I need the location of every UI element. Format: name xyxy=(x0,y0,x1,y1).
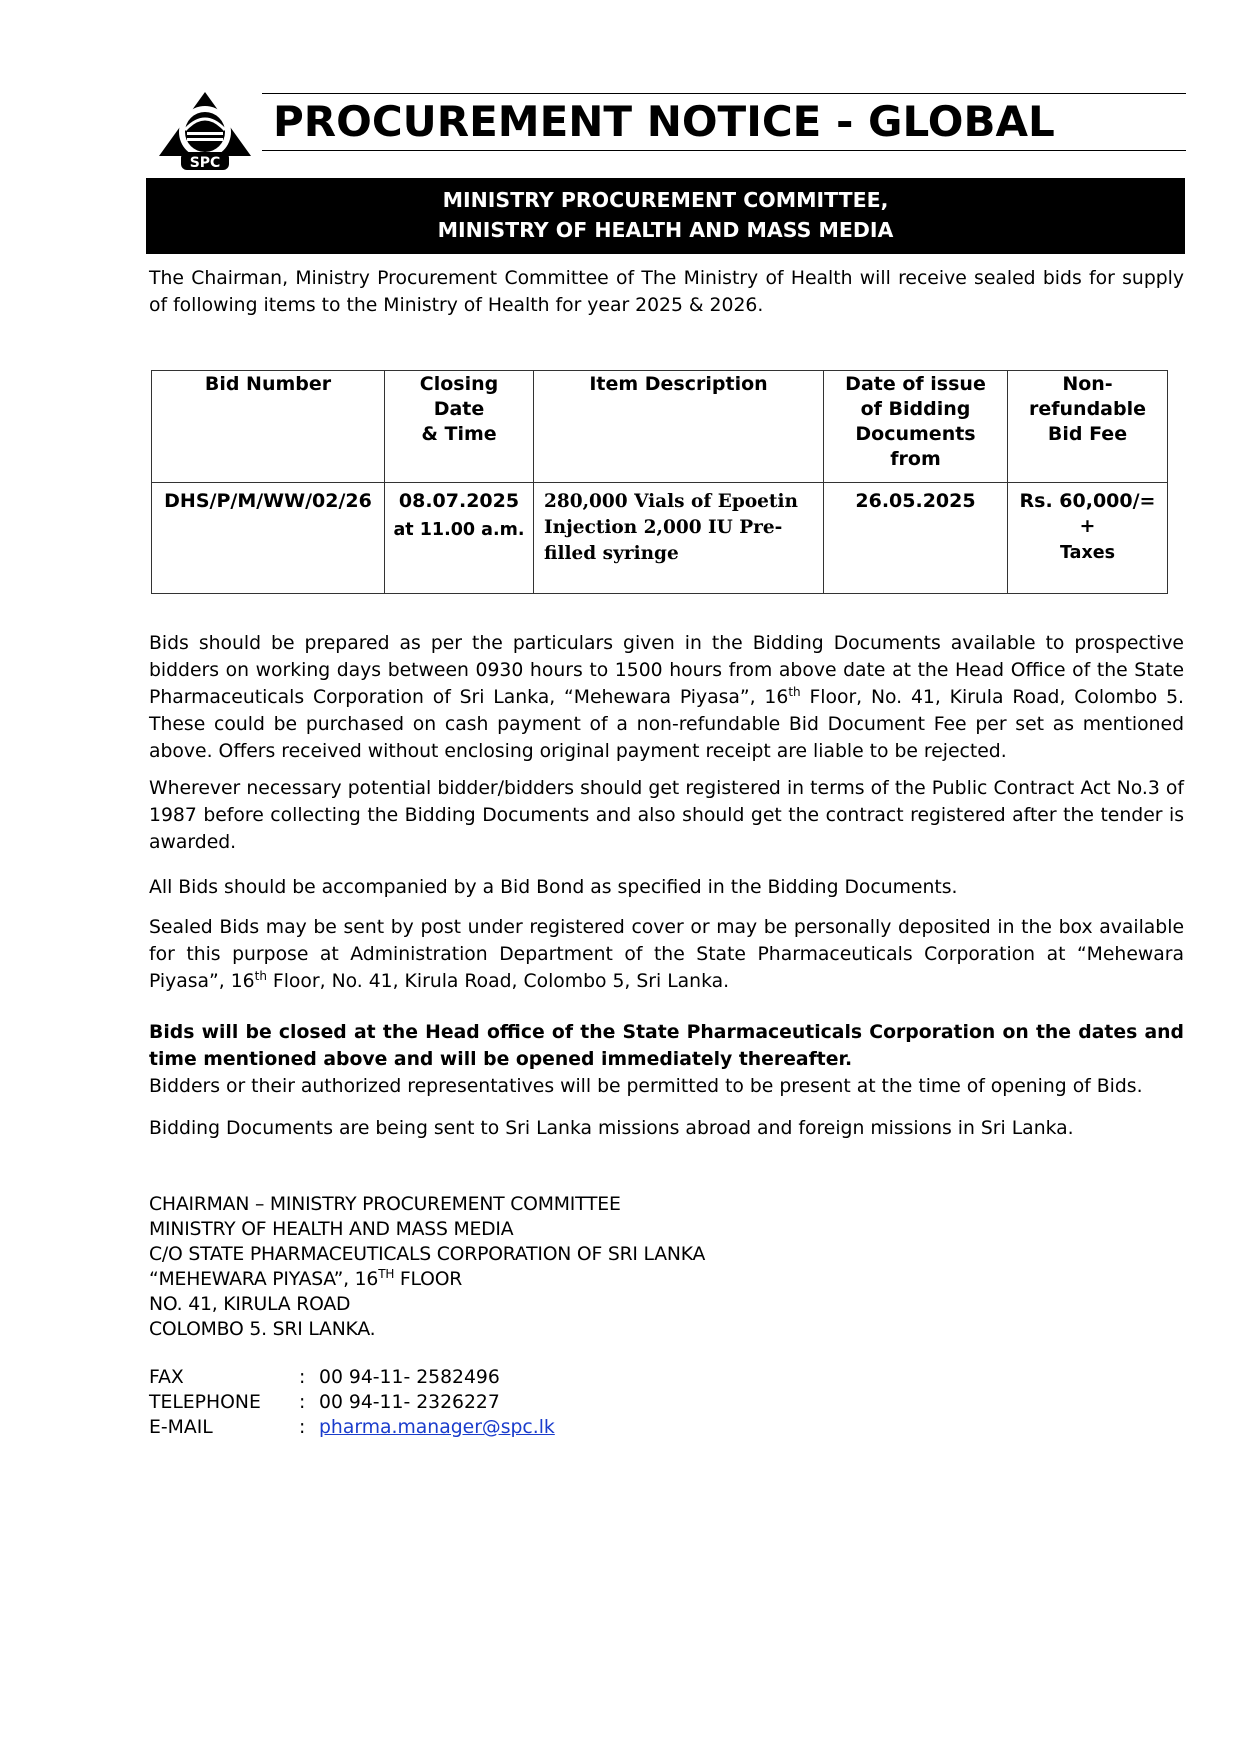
header-rule-top xyxy=(262,93,1186,94)
contact-details xyxy=(149,1365,849,1440)
email-row: E-MAIL : pharma.manager@spc.lk xyxy=(149,1417,555,1438)
banner-line-1: MINISTRY PROCUREMENT COMMITTEE, xyxy=(442,188,889,212)
header-rule-bottom xyxy=(262,150,1186,151)
intro-paragraph: The Chairman, Ministry Procurement Committee of The Ministry of Health will receive sealed bids for supply of following items to the Ministry of Health for year 2025 & 2026. xyxy=(149,268,1184,316)
cell-bid-number: DHS/P/M/WW/02/26 xyxy=(152,483,385,594)
address-line: C/O STATE PHARMACEUTICALS CORPORATION OF SRI LANKA xyxy=(149,1244,706,1265)
header-item-description: Item Description xyxy=(534,371,824,483)
paragraph-missions: Bidding Documents are being sent to Sri Lanka missions abroad and foreign missions in Sri Lanka. xyxy=(149,1118,1074,1139)
banner-line-2: MINISTRY OF HEALTH AND MASS MEDIA xyxy=(437,218,894,242)
cell-issue-date: 26.05.2025 xyxy=(824,483,1008,594)
header-issue-date: Date of issue of Bidding Documents from xyxy=(824,371,1008,483)
address-line: “MEHEWARA PIYASA”, 16TH FLOOR xyxy=(149,1267,463,1290)
logo-text: SPC xyxy=(189,155,221,171)
cell-item-description: 280,000 Vials of Epoetin Injection 2,000 IU Pre-filled syringe xyxy=(534,483,824,594)
spc-logo xyxy=(155,90,255,172)
email-link[interactable]: pharma.manager@spc.lk xyxy=(319,1417,555,1438)
address-line: MINISTRY OF HEALTH AND MASS MEDIA xyxy=(149,1219,514,1240)
table-row xyxy=(152,483,1168,594)
committee-banner xyxy=(146,178,1185,254)
page-title: PROCUREMENT NOTICE - GLOBAL xyxy=(273,97,1055,146)
cell-bid-fee: Rs. 60,000/= + Taxes xyxy=(1008,483,1168,594)
paragraph-closing xyxy=(149,1019,1184,1100)
cell-closing-date: 08.07.2025 at 11.00 a.m. xyxy=(385,483,534,594)
address-line: CHAIRMAN – MINISTRY PROCUREMENT COMMITTEE xyxy=(149,1194,621,1215)
closing-notice-bold: Bids will be closed at the Head office of the State Pharmaceuticals Corporation on the dates and time mentioned above and will be opened immediately thereafter. xyxy=(149,1022,1184,1070)
paragraph-bid-bond: All Bids should be accompanied by a Bid Bond as specified in the Bidding Documents. xyxy=(149,877,958,898)
paragraph-submission: Sealed Bids may be sent by post under registered cover or may be personally deposited in the box available for this purpose at Administration Department of the State Pharmaceuticals Corporation at “Mehewara Piyasa”, 16th Floor, No. 41, Kirula Road, Colombo 5, Sri Lanka. xyxy=(149,917,1184,992)
address-line: COLOMBO 5. SRI LANKA. xyxy=(149,1319,376,1340)
fax-number: 00 94-11- 2582496 xyxy=(319,1367,500,1388)
closing-notice-plain: Bidders or their authorized representatives will be permitted to be present at the time of opening of Bids. xyxy=(149,1076,1143,1097)
header-bid-number: Bid Number xyxy=(152,371,385,483)
header-bid-fee: Non- refundable Bid Fee xyxy=(1008,371,1168,483)
address-line: NO. 41, KIRULA ROAD xyxy=(149,1294,351,1315)
paragraph-bidding-documents: Bids should be prepared as per the particulars given in the Bidding Documents available to prospective bidders on working days between 0930 hours to 1500 hours from above date at the Head Office of the State Pharmaceuticals Corporation of Sri Lanka, “Mehewara Piyasa”, 16th Floor, No. 41, Kirula Road, Colombo 5. These could be purchased on cash payment of a non-refundable Bid Document Fee per set as mentioned above. Offers received without enclosing original payment receipt are liable to be rejected. xyxy=(149,633,1184,762)
header-closing-date: Closing Date & Time xyxy=(385,371,534,483)
paragraph-registration: Wherever necessary potential bidder/bidders should get registered in terms of the Public Contract Act No.3 of 1987 before collecting the Bidding Documents and also should get the contract registered after the tender is awarded. xyxy=(149,778,1184,853)
fax-row: FAX : 00 94-11- 2582496 xyxy=(149,1367,500,1388)
table-header-row xyxy=(152,371,1168,483)
telephone-number: 00 94-11- 2326227 xyxy=(319,1392,500,1413)
contact-address xyxy=(149,1192,1049,1342)
telephone-row: TELEPHONE : 00 94-11- 2326227 xyxy=(149,1392,500,1413)
bids-table xyxy=(151,370,1168,594)
